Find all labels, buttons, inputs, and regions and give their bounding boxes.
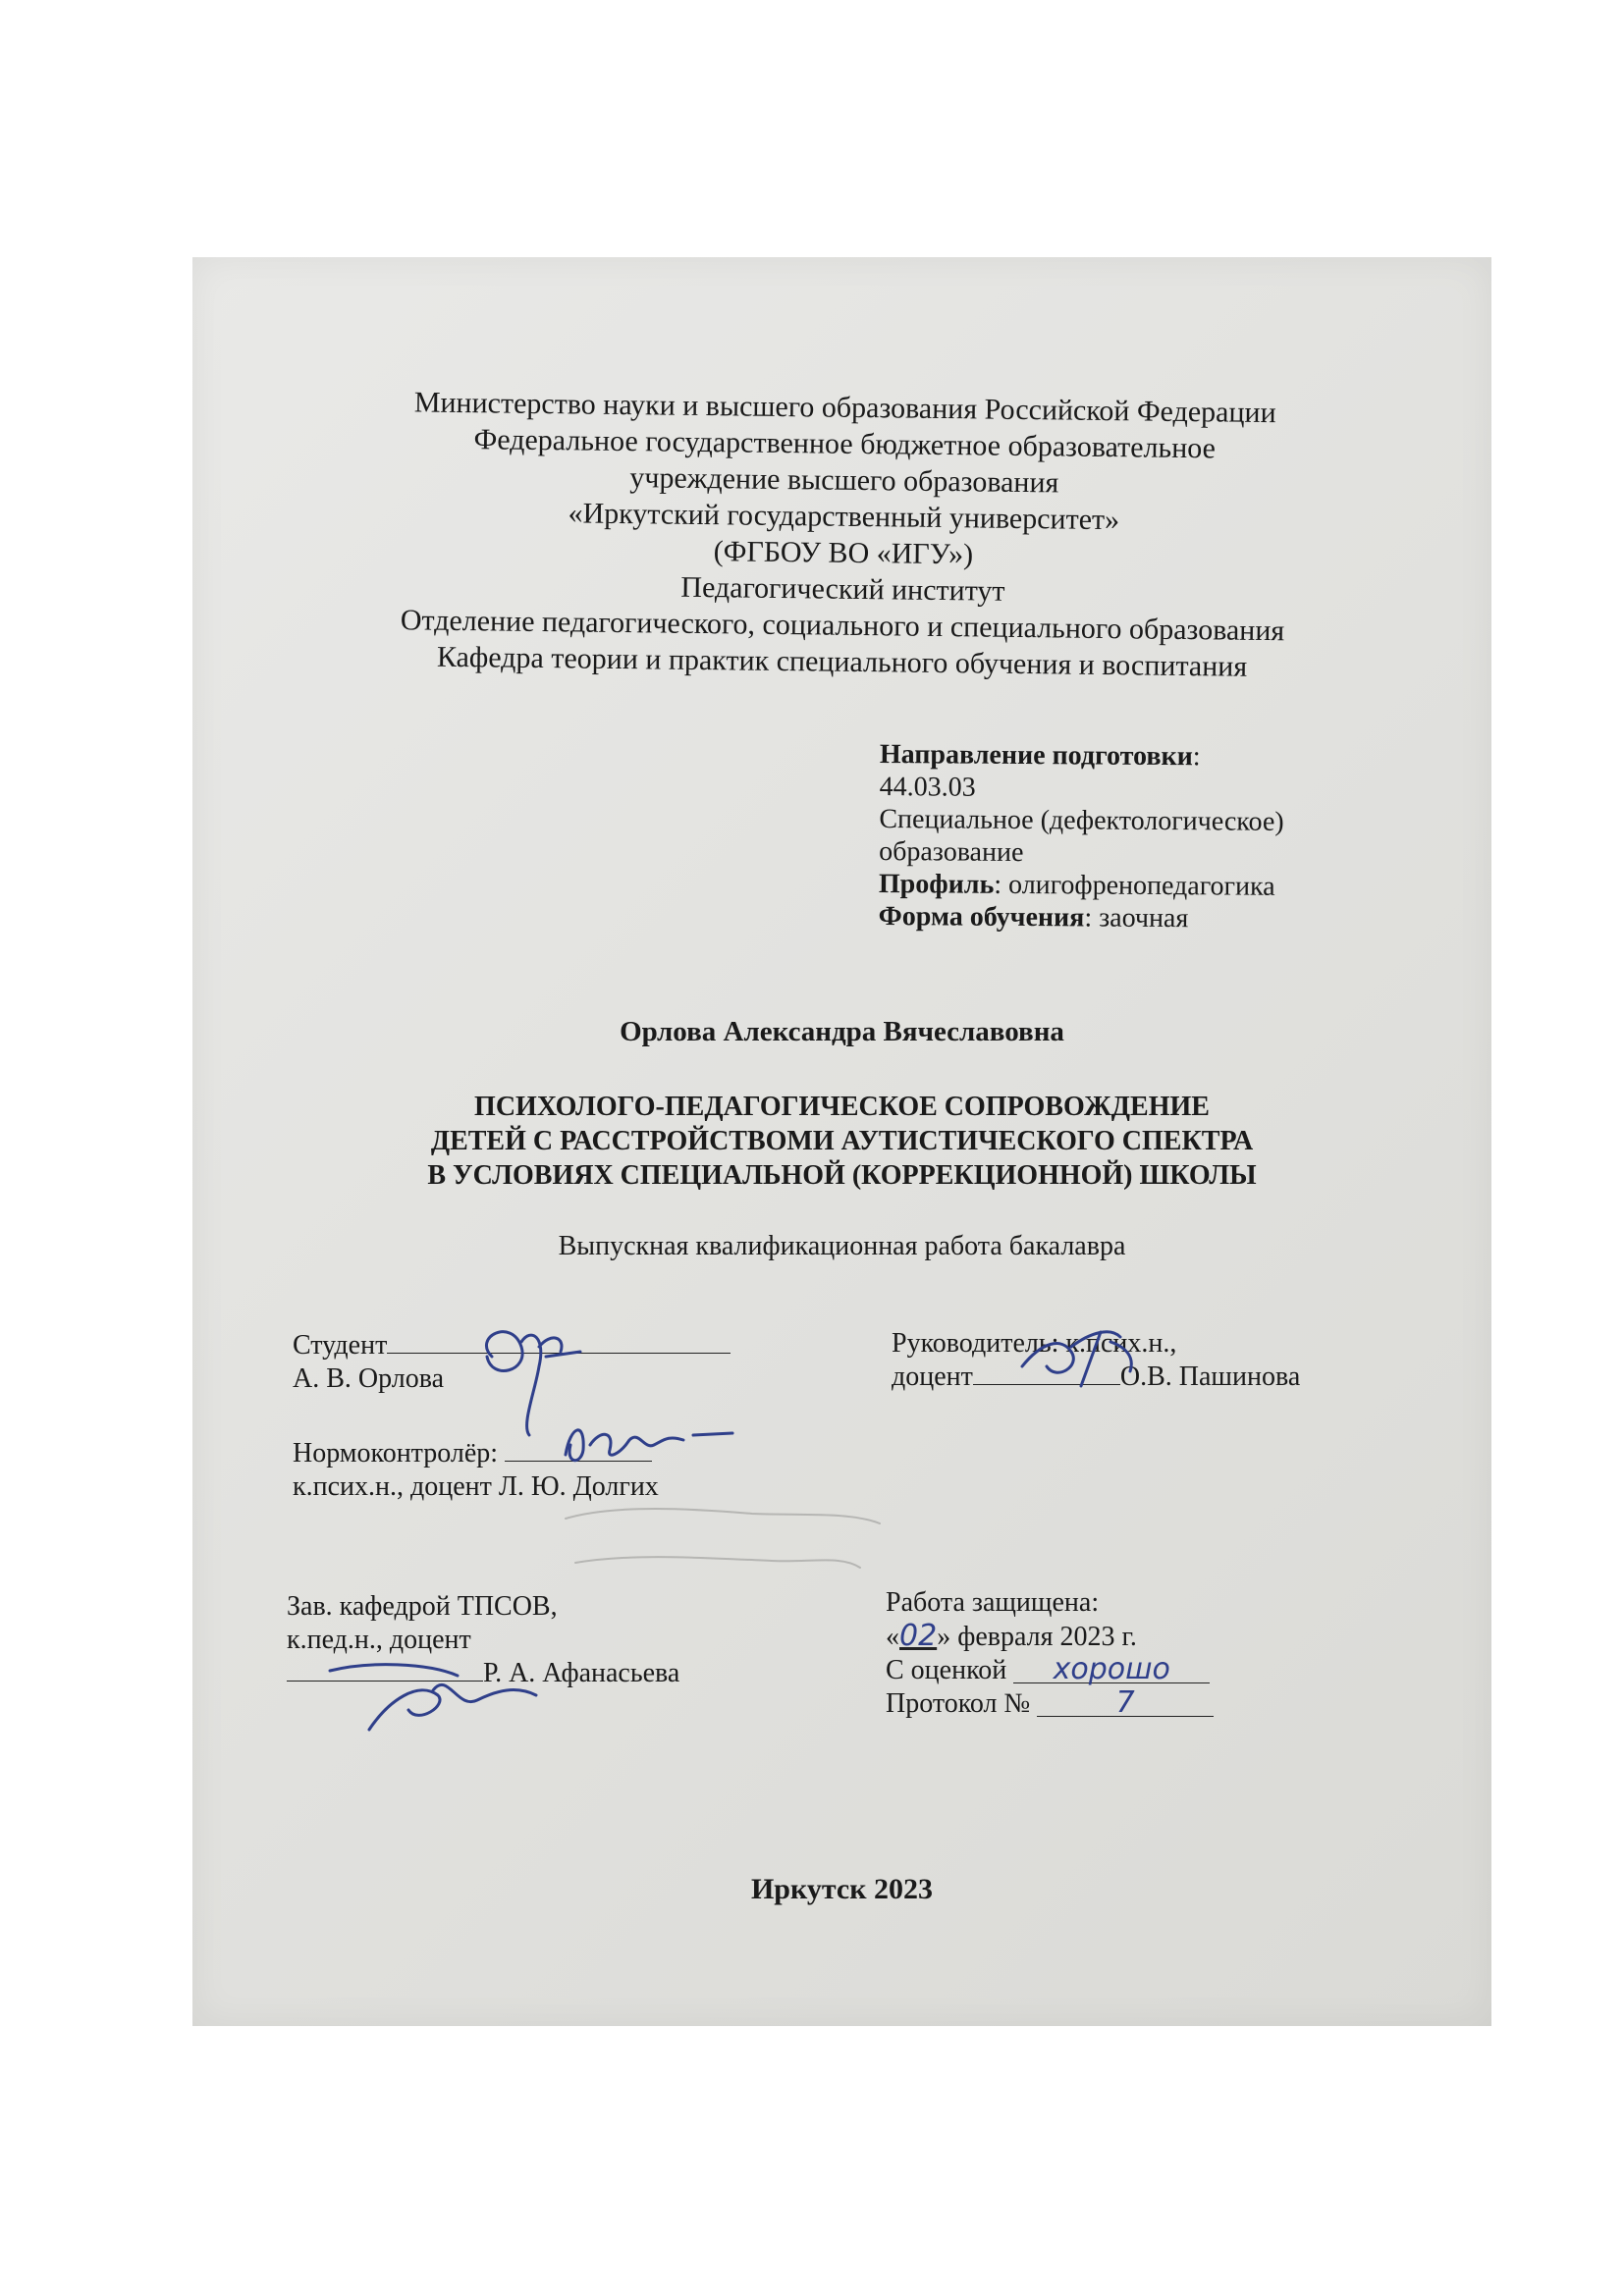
grade-handwritten: хорошо: [1013, 1657, 1210, 1683]
signature-line: [287, 1657, 483, 1682]
student-name: А. В. Орлова: [293, 1363, 444, 1394]
thesis-title-line: В УСЛОВИЯХ СПЕЦИАЛЬНОЙ (КОРРЕКЦИОННОЙ) ШКОЛЫ: [427, 1160, 1257, 1191]
form-line: Форма обучения: заочная: [878, 900, 1189, 934]
protocol-handwritten: 7: [1037, 1690, 1214, 1717]
defense-date: «02» февраля 2023 г.: [886, 1619, 1137, 1653]
signature-line: [973, 1361, 1120, 1385]
student-signature-block: [293, 1329, 731, 1396]
defense-day-handwritten: 02: [899, 1619, 938, 1653]
grade-label: С оценкой: [886, 1655, 1007, 1685]
direction-name-line2: образование: [879, 835, 1024, 869]
signature-line: [505, 1437, 652, 1462]
head-line1: Зав. кафедрой ТПСОВ,: [287, 1591, 558, 1622]
direction-code: 44.03.03: [879, 771, 976, 803]
city-year: Иркутск 2023: [750, 1873, 934, 1905]
header-line: Отделение педагогического, социального и специального образования: [400, 604, 1285, 648]
normocontrol-name: к.псих.н., доцент Л. Ю. Долгих: [293, 1471, 659, 1502]
header-line: учреждение высшего образования: [629, 461, 1059, 500]
direction-name-line1: Специальное (дефектологическое): [879, 803, 1284, 837]
normocontrol-label: Нормоконтролёр:: [293, 1438, 499, 1468]
thesis-title-line: ПСИХОЛОГО-ПЕДАГОГИЧЕСКОЕ СОПРОВОЖДЕНИЕ: [474, 1092, 1210, 1122]
student-label: Студент: [293, 1330, 388, 1361]
header-line: Кафедра теории и практик специального обучения и воспитания: [436, 640, 1248, 683]
form-value: заочная: [1099, 902, 1189, 934]
thesis-title-line: ДЕТЕЙ С РАССТРОЙСТВОМИ АУТИСТИЧЕСКОГО СПЕКТРА: [430, 1126, 1254, 1156]
direction-label: Направление подготовки: [879, 739, 1193, 773]
head-name: Р. А. Афанасьева: [483, 1658, 680, 1688]
profile-value: олигофренопедагогика: [1008, 869, 1275, 902]
author-name: Орлова Александра Вячеславовна: [620, 1016, 1064, 1047]
grade-line: [886, 1654, 1214, 1687]
header-line: Педагогический институт: [680, 570, 1005, 608]
head-of-department-block: [287, 1590, 679, 1690]
normocontrol-signature-block: [293, 1437, 659, 1504]
profile-label: Профиль: [878, 868, 995, 900]
institution-header: [297, 383, 1390, 687]
direction-label-line: Направление подготовки:: [879, 739, 1201, 773]
form-label: Форма обучения: [878, 900, 1085, 934]
thesis-title: [192, 1090, 1491, 1193]
title-page-sheet: [192, 257, 1491, 2026]
head-line2: к.пед.н., доцент: [287, 1625, 471, 1655]
header-line: «Иркутский государственный университет»: [568, 497, 1120, 537]
supervisor-position: доцент: [892, 1362, 973, 1392]
protocol-label: Протокол №: [886, 1688, 1031, 1719]
defense-label: Работа защищена:: [886, 1587, 1100, 1618]
header-line: Министерство науки и высшего образования Российской Федерации: [413, 386, 1276, 430]
profile-line: Профиль: олигофренопедагогика: [878, 868, 1275, 902]
header-line: (ФГБОУ ВО «ИГУ»): [713, 535, 974, 571]
header-line: Федеральное государственное бюджетное образовательное: [473, 423, 1217, 465]
protocol-line: [886, 1687, 1214, 1721]
supervisor-name: О.В. Пашинова: [1119, 1362, 1301, 1392]
work-type: Выпускная квалификационная работа бакалавра: [558, 1231, 1126, 1261]
supervisor-signature-block: [892, 1327, 1300, 1394]
defense-block: [886, 1586, 1214, 1721]
study-direction-block: [879, 738, 1430, 936]
supervisor-label: Руководитель: к.псих.н.,: [892, 1328, 1177, 1359]
signature-line: [387, 1329, 731, 1354]
